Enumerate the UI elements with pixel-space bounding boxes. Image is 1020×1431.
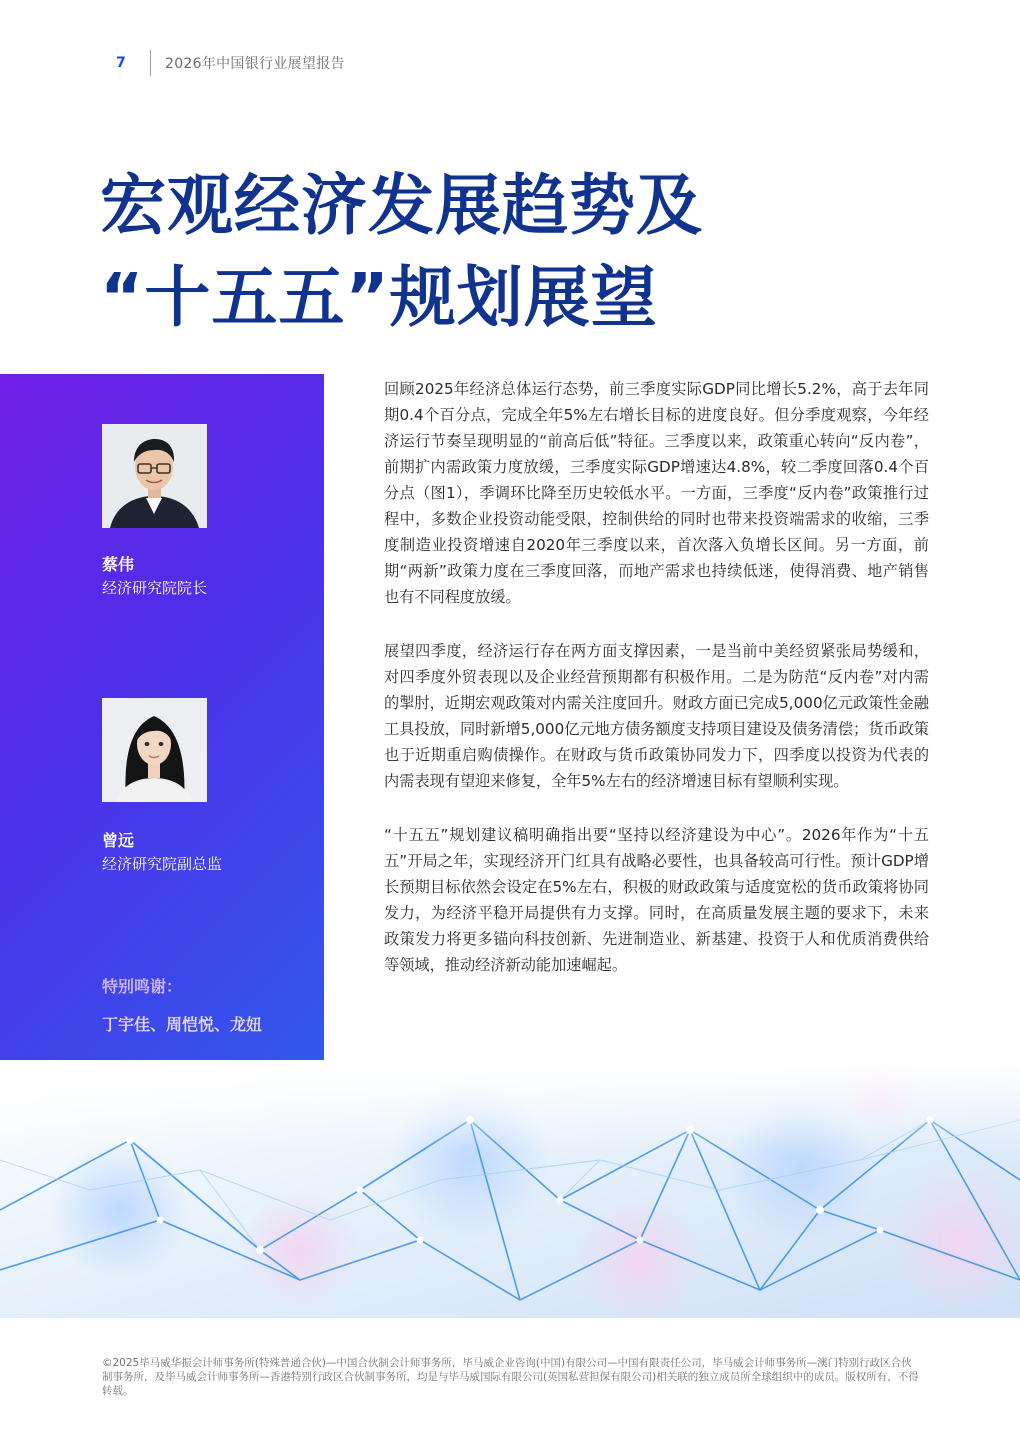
author-role: 经济研究院院长 xyxy=(102,579,208,597)
article-body xyxy=(384,376,929,1006)
report-title: 2026年中国银行业展望报告 xyxy=(165,56,345,72)
portrait-man-glasses-icon xyxy=(102,424,207,528)
copyright-notice: ©2025毕马威华振会计师事务所(特殊普通合伙)—中国合伙制会计师事务所，毕马威企业咨询(中国)有限公司—中国有限责任公司，毕马威会计师事务所—澳门特别行政区合伙制事务所，及毕马威会计师事务所—香港特别行政区合伙制事务所，均是与毕马威国际有限公司(英国私营担保有限公司)相关联的独立成员所全球组织中的成员。版权所有，不得转载。 xyxy=(102,1357,919,1397)
author-role: 经济研究院副总监 xyxy=(102,855,223,873)
network-mesh-illustration-icon xyxy=(0,1060,1020,1318)
acknowledgement-names: 丁宇佳、周恺悦、龙妞 xyxy=(102,1015,263,1034)
paragraph: 展望四季度，经济运行存在两方面支撑因素，一是当前中美经贸紧张局势缓和，对四季度外贸表现以及企业经营预期都有积极作用。二是为防范“反内卷”对内需的掣肘，近期宏观政策对内需关注度回升。财政方面已完成5,000亿元政策性金融工具投放，同时新增5,000亿元地方债务额度支持项目建设及债务清偿；货币政策也于近期重启购债操作。在财政与货币政策协同发力下，四季度以投资为代表的内需表现有望迎来修复，全年5%左右的经济增速目标有望顺利实现。 xyxy=(384,642,929,790)
paragraph: 回顾2025年经济总体运行态势，前三季度实际GDP同比增长5.2%，高于去年同期0.4个百分点，完成全年5%左右增长目标的进度良好。但分季度观察，今年经济运行节奏呈现明显的“前高后低”特征。三季度以来，政策重心转向“反内卷”，前期扩内需政策力度放缓，三季度实际GDP增速达4.8%，较二季度回落0.4个百分点（图1），季调环比降至历史较低水平。一方面，三季度“反内卷”政策推行过程中，多数企业投资动能受限，控制供给的同时也带来投资端需求的收缩，三季度制造业投资增速自2020年三季度以来，首次落入负增长区间。另一方面，前期“两新”政策力度在三季度回落，而地产需求也持续低迷，使得消费、地产销售也有不同程度放缓。 xyxy=(384,380,929,606)
page-title-line-1: 宏观经济发展趋势及 xyxy=(100,167,703,244)
author-name: 曾远 xyxy=(102,831,135,850)
paragraph: “十五五”规划建议稿明确指出要“坚持以经济建设为中心”。2026年作为“十五五”开局之年，实现经济开门红具有战略必要性，也具备较高可行性。预计GDP增长预期目标依然会设定在5%左右，积极的财政政策与适度宽松的货币政策将协同发力，为经济平稳开局提供有力支撑。同时，在高质量发展主题的要求下，未来政策发力将更多锚向科技创新、先进制造业、新基建、投资于人和优质消费供给等领域，推动经济新动能加速崛起。 xyxy=(384,826,929,974)
author-name: 蔡伟 xyxy=(102,555,135,574)
header-divider xyxy=(150,50,151,76)
acknowledgement-label: 特别鸣谢： xyxy=(102,977,183,996)
page-header xyxy=(116,48,345,78)
author-sidebar xyxy=(0,374,324,1114)
page-title xyxy=(100,160,703,344)
page-number: 7 xyxy=(116,55,126,71)
page-title-line-2: “十五五”规划展望 xyxy=(100,259,658,336)
portrait-woman-icon xyxy=(102,698,207,802)
